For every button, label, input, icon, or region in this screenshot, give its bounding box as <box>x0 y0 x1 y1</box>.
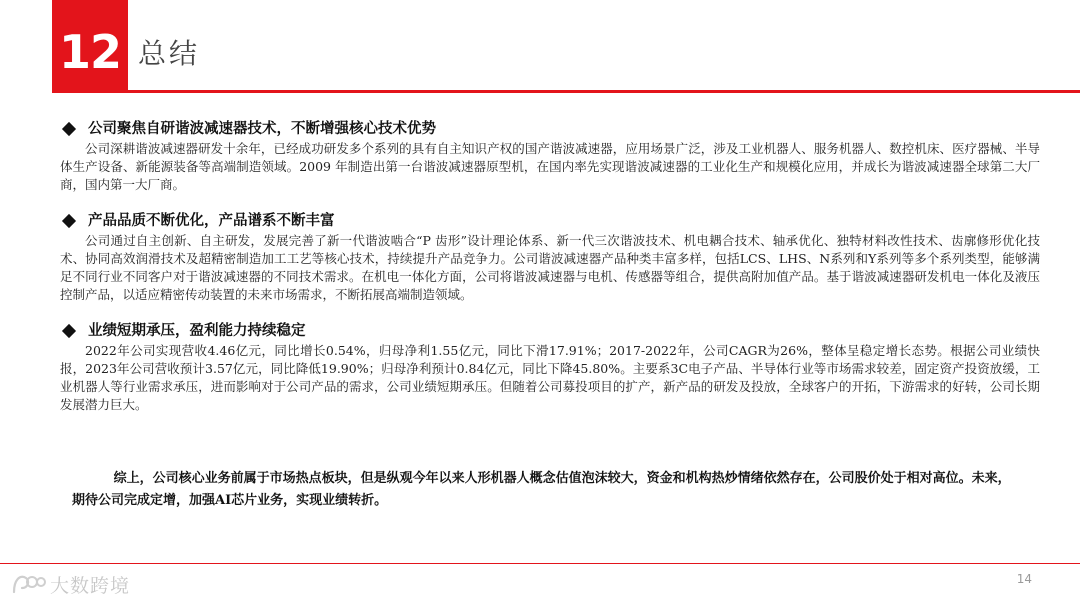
bullet-section-2 <box>60 210 1040 304</box>
page-number: 14 <box>1016 572 1032 586</box>
watermark-logo-icon <box>10 570 46 598</box>
bullet-heading <box>60 118 1040 140</box>
diamond-bullet-icon <box>62 122 76 136</box>
bullet-body: 2022年公司实现营收4.46亿元，同比增长0.54%，归母净利1.55亿元，同比下滑17.91%；2017-2022年，公司CAGR为26%，整体呈稳定增长态势。根据公司业绩快报，2023年公司营收预计3.57亿元，同比降低19.90%；归母净利预计0.84亿元，同比下降45.80%。主要系3C电子产品、半导体行业等市场需求较差，固定资产投资放缓，工业机器人等行业需求承压，进而影响对于公司产品的需求，公司业绩短期承压。但随着公司募投项目的扩产，新产品的研发及投放，全球客户的开拓，下游需求的好转，公司长期发展潜力巨大。 <box>60 343 1040 412</box>
bullet-heading-text: 公司聚焦自研谐波减速器技术，不断增强核心技术优势 <box>88 121 436 137</box>
section-number-box <box>52 0 128 90</box>
bullet-heading-text: 产品品质不断优化，产品谱系不断丰富 <box>88 213 335 229</box>
bullet-section-1 <box>60 118 1040 194</box>
footer-divider <box>0 563 1080 564</box>
title-divider <box>52 90 1080 93</box>
bullet-body: 公司深耕谐波减速器研发十余年，已经成功研发多个系列的具有自主知识产权的国产谐波减速器，应用场景广泛，涉及工业机器人、服务机器人、数控机床、医疗器械、半导体生产设备、新能源装备等高端制造领域。2009 年制造出第一台谐波减速器原型机，在国内率先实现谐波减速器的工业化生产和规模化应用，并成长为谐波减速器全球第二大厂商，国内第一大厂商。 <box>60 141 1040 192</box>
watermark <box>10 570 130 598</box>
page-title: 总结 <box>138 37 201 70</box>
bullet-body: 公司通过自主创新、自主研发，发展完善了新一代谐波啮合“P 齿形”设计理论体系、新一代三次谐波技术、机电耦合技术、轴承优化、独特材料改性技术、齿廓修形优化技术、协同高效润滑技术及超精密制造加工工艺等核心技术，持续提升产品竞争力。公司谐波减速器产品种类丰富多样，包括LCS、LHS、N系列和Y系列等多个系列类型，能够满足不同行业不同客户对于谐波减速器的不同技术需求。在机电一体化方面，公司将谐波减速器与电机、传感器等组合，提供高附加值产品。基于谐波减速器研发机电一体化及液压控制产品，以适应精密传动装置的未来市场需求，不断拓展高端制造领域。 <box>60 233 1040 302</box>
bullet-section-3 <box>60 320 1040 414</box>
content-area <box>60 118 1040 430</box>
section-number: 12 <box>58 25 121 79</box>
bullet-heading-text: 业绩短期承压，盈利能力持续稳定 <box>88 323 306 339</box>
bullet-heading <box>60 320 1040 342</box>
summary-paragraph: 综上，公司核心业务前属于市场热点板块，但是纵观今年以来人形机器人概念估值泡沫较大，资金和机构热炒情绪依然存在，公司股价处于相对高位。未来，期待公司完成定增，加强AI芯片业务，实现业绩转折。 <box>72 471 1011 508</box>
bullet-heading <box>60 210 1040 232</box>
diamond-bullet-icon <box>62 324 76 338</box>
watermark-text: 大数跨境 <box>50 574 131 597</box>
diamond-bullet-icon <box>62 214 76 228</box>
